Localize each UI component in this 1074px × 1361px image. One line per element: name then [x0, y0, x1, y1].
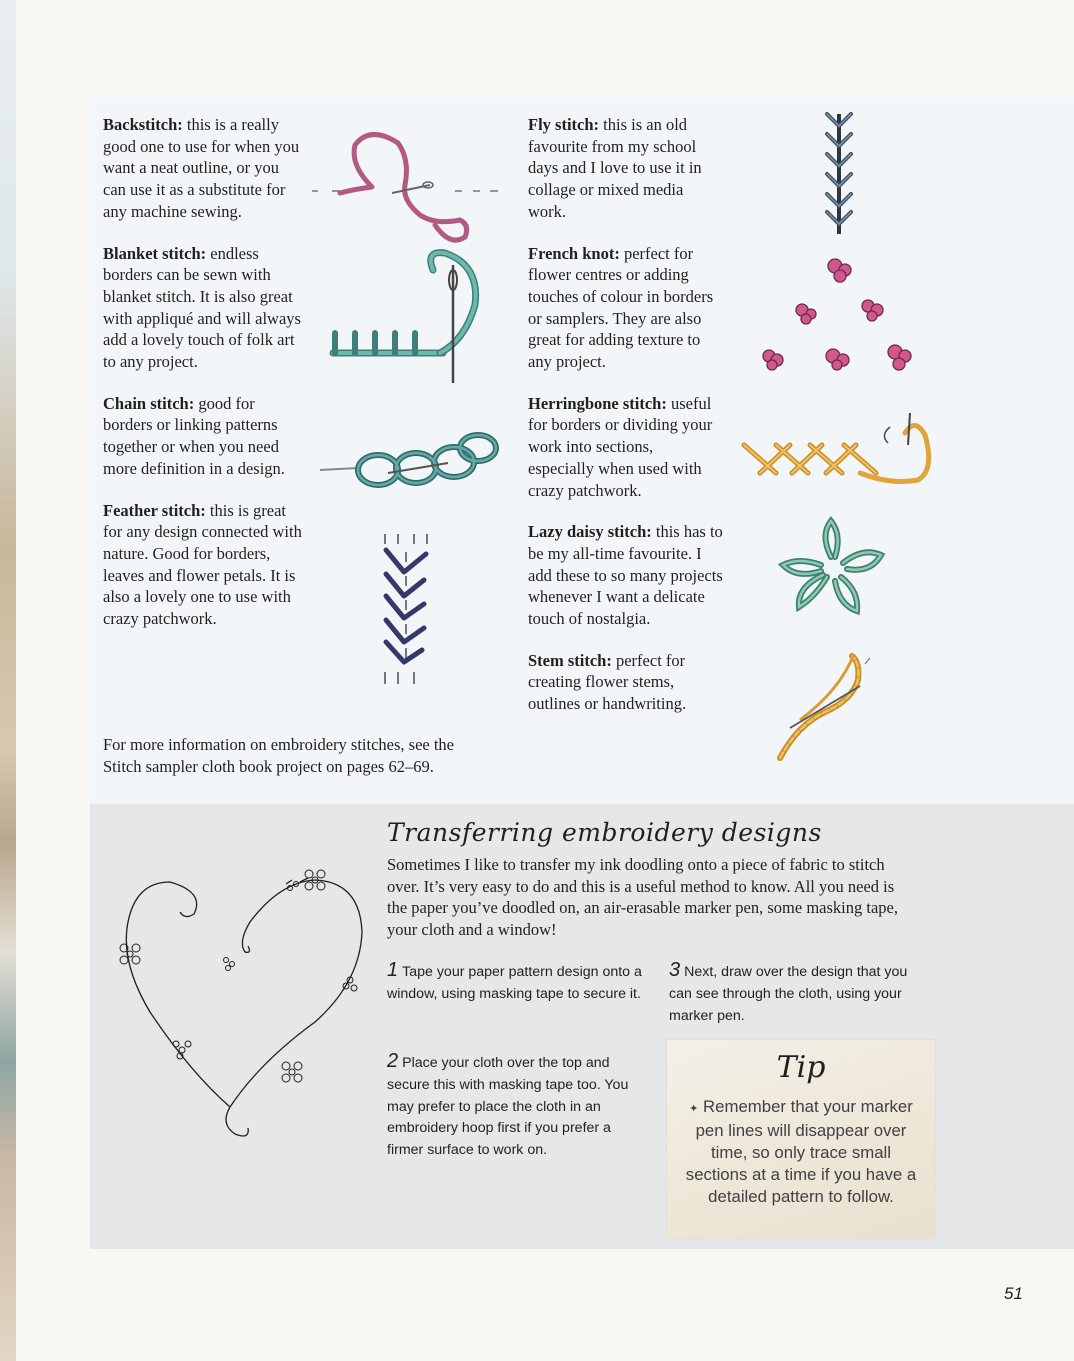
chain-stitch-entry — [103, 393, 303, 480]
fly-stitch-desc: this is an old favourite from my school days and I love to use it in collage or mixed media work. — [528, 115, 702, 221]
step-3-number: 3 — [669, 959, 681, 981]
photo-edge-strip — [0, 0, 16, 1361]
feather-stitch-illustration — [380, 532, 435, 687]
left-stitch-column — [103, 114, 303, 650]
step-3-text: Next, draw over the design that you can see through the cloth, using your marker pen. — [669, 964, 908, 1024]
lazy-daisy-entry — [528, 521, 723, 630]
fly-stitch-term: Fly stitch: — [528, 115, 600, 134]
step-2 — [387, 1051, 649, 1162]
chain-stitch-term: Chain stitch: — [103, 393, 195, 413]
backstitch-entry — [103, 114, 303, 223]
fly-stitch-illustration — [817, 108, 862, 238]
section-title: Transferring embroidery designs — [387, 818, 822, 847]
tip-text — [685, 1096, 917, 1208]
feather-stitch-entry — [103, 500, 303, 630]
backstitch-illustration — [310, 125, 505, 245]
section-intro: Sometimes I like to transfer my ink doodling onto a piece of fabric to stitch over. It’s very easy to do and this is a useful method to know. All you need is the paper you’ve doodled on, an air-erasable marker pen, some masking tape, your cloth and a window! — [387, 855, 898, 940]
step-1-number: 1 — [387, 959, 399, 981]
french-knot-illustration — [755, 252, 925, 377]
more-info-note: For more information on embroidery stitches, see the Stitch sampler cloth book project on pages 62–69. — [103, 735, 454, 776]
step-1 — [387, 960, 642, 1006]
blanket-stitch-entry — [103, 243, 303, 373]
blanket-stitch-desc: endless borders can be sewn with blanket stitch. It is also great with appliqué and will always add a lovely touch of folk art to any project. — [103, 243, 301, 372]
herringbone-illustration — [740, 405, 935, 495]
tip-title: Tip — [776, 1050, 826, 1085]
stem-stitch-term: Stem stitch: — [528, 650, 612, 670]
herringbone-term: Herringbone stitch: — [528, 393, 667, 413]
tip-bullet-icon: ✦ — [689, 1103, 699, 1115]
french-knot-desc: perfect for flower centres or adding touches of colour in borders or samplers. They are also great for adding texture to any project. — [528, 243, 714, 372]
chain-stitch-desc: good for borders or linking patterns together or when you need more definition in a design. — [103, 393, 285, 478]
lazy-daisy-illustration — [775, 515, 895, 620]
feather-stitch-term: Feather stitch: — [103, 500, 206, 520]
backstitch-desc: this is a really good one to use for when you want a neat outline, or you can use it as a substitute for any machine sewing. — [103, 115, 300, 221]
step-2-text: Place your cloth over the top and secure this with masking tape too. You may prefer to place the cloth in an embroidery hoop first if you prefer a firmer surface to work on. — [387, 1055, 629, 1159]
french-knot-entry — [528, 243, 723, 373]
lazy-daisy-term: Lazy daisy stitch: — [528, 522, 652, 542]
tip-box — [667, 1040, 935, 1238]
tip-body: Remember that your marker pen lines will disappear over time, so only trace small sections at a time if you have a detailed pattern to follow. — [685, 1097, 917, 1206]
stem-stitch-desc: perfect for creating flower stems, outlines or handwriting. — [528, 650, 687, 714]
feather-stitch-desc: this is great for any design connected with nature. Good for borders, leaves and flower petals. It is also a lovely one to use with crazy patchwork. — [103, 500, 302, 629]
stem-stitch-entry — [528, 650, 723, 715]
backstitch-term: Backstitch: — [103, 115, 183, 134]
herringbone-desc: useful for borders or dividing your work into sections, especially when used with crazy patchwork. — [528, 393, 713, 500]
right-stitch-column — [528, 114, 723, 735]
step-3 — [669, 960, 931, 1027]
heart-doodle-illustration — [110, 862, 380, 1152]
stem-stitch-illustration — [770, 650, 885, 765]
step-1-text: Tape your paper pattern design onto a window, using masking tape to secure it. — [387, 964, 642, 1002]
blanket-stitch-illustration — [325, 245, 495, 390]
fly-stitch-entry — [528, 114, 723, 223]
step-2-number: 2 — [387, 1050, 399, 1072]
chain-stitch-illustration — [318, 418, 503, 498]
page-number: 51 — [1004, 1284, 1023, 1303]
herringbone-entry — [528, 393, 723, 502]
french-knot-term: French knot: — [528, 243, 620, 263]
blanket-stitch-term: Blanket stitch: — [103, 243, 207, 263]
lazy-daisy-desc: this has to be my all-time favourite. I add these to so many projects whenever I want a delicate touch of nostalgia. — [528, 522, 723, 629]
